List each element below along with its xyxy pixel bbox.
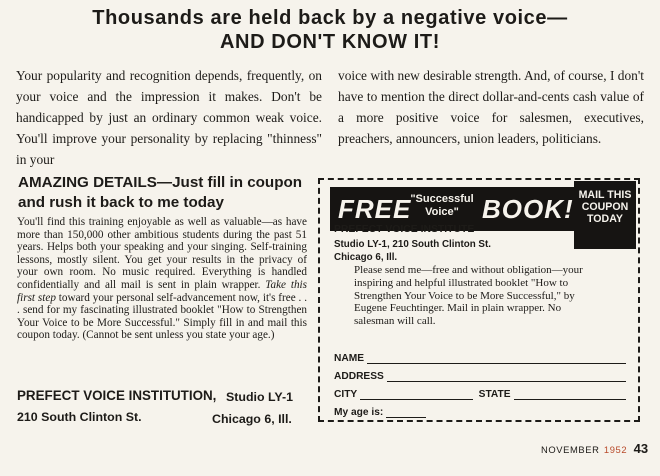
mail-coupon[interactable]	[318, 178, 640, 422]
intro-right-column: voice with new desirable strength. And, of course, I don't have to mention the direct dollar-and-cents cash value of a more positive voice for salesmen, executives, preachers, announcers, union leaders, politicians.	[338, 68, 644, 146]
headline-line-1: Thousands are held back by a negative voice—	[92, 7, 568, 29]
coupon-address-line-1: Studio LY-1, 210 South Clinton St.	[334, 239, 491, 250]
city-label: CITY	[334, 389, 358, 400]
address-label: ADDRESS	[334, 371, 384, 382]
name-label: NAME	[334, 353, 364, 364]
headline-line-2: AND DON'T KNOW IT!	[220, 31, 440, 53]
details-text-part-1: You'll find this training enjoyable as well as valuable—as have more than 150,000 other ambitious students during the past 51 years. Helps both your speaking and your singing. Self-training lessons, mostly silent. You get your results in the privacy of your own room. No music required. Everything is handled confidentially and all mail is sent in plain wrapper.	[17, 216, 307, 291]
coupon-institute-name: PREFECT VOICE INSTITUTE	[334, 224, 475, 235]
address-field[interactable]	[334, 368, 626, 382]
footer-year: 1952	[603, 444, 628, 455]
name-field[interactable]	[334, 350, 626, 364]
state-label: STATE	[478, 389, 511, 400]
age-field[interactable]	[334, 404, 426, 418]
institute-city: Chicago 6, Ill.	[212, 412, 292, 426]
coupon-body: Please send me—free and without obligation—your inspiring and helpful illustrated booklet "How to Strengthen Your Voice to be More Successful," by Eugene Feuchtinger. Mail in plain wrapper. No salesman will call.	[354, 264, 583, 328]
details-heading: AMAZING DETAILS—Just fill in coupon and rush it back to me today	[18, 174, 303, 211]
institute-studio: Studio LY-1	[226, 390, 294, 404]
headline	[0, 6, 660, 54]
footer-month: NOVEMBER	[541, 444, 600, 455]
details-text-part-2: toward your personal self-advancement now, it's free . . . send for my fascinating illustrated booklet "How to Strengthen Your Voice to be More Successful." Simply fill in and mail this coupon today. (Cannot be sent unless you state your age.)	[17, 291, 307, 342]
institute-address: 210 South Clinton St.	[17, 410, 142, 424]
state-line[interactable]	[514, 389, 626, 400]
details-text	[17, 216, 307, 342]
age-label: My age is:	[334, 407, 384, 418]
institute-name: PREFECT VOICE INSTITUTION,	[17, 388, 217, 403]
coupon-free-label: FREE	[338, 194, 412, 224]
city-state-field[interactable]	[334, 386, 626, 400]
city-line[interactable]	[360, 389, 472, 400]
coupon-address-line-2: Chicago 6, Ill.	[334, 252, 398, 263]
details-emphasis: Take this first step	[17, 278, 308, 304]
intro-left-column: Your popularity and recognition depends, frequently, on your voice and the impression it makes. Don't be handicapped by just an ordinary common weak voice. You'll improve your personality by replacing "thinness" in your	[16, 68, 322, 167]
footer-page-number: 43	[633, 441, 649, 456]
coupon-book-label: BOOK!	[482, 194, 574, 224]
coupon-address	[334, 238, 554, 264]
page-footer	[541, 440, 648, 458]
address-line[interactable]	[387, 371, 626, 382]
age-line[interactable]	[386, 407, 426, 418]
coupon-successful-label: "Successful Voice"	[410, 193, 474, 218]
name-line[interactable]	[367, 353, 626, 364]
coupon-mail-badge: MAIL THIS COUPON TODAY	[574, 181, 636, 249]
